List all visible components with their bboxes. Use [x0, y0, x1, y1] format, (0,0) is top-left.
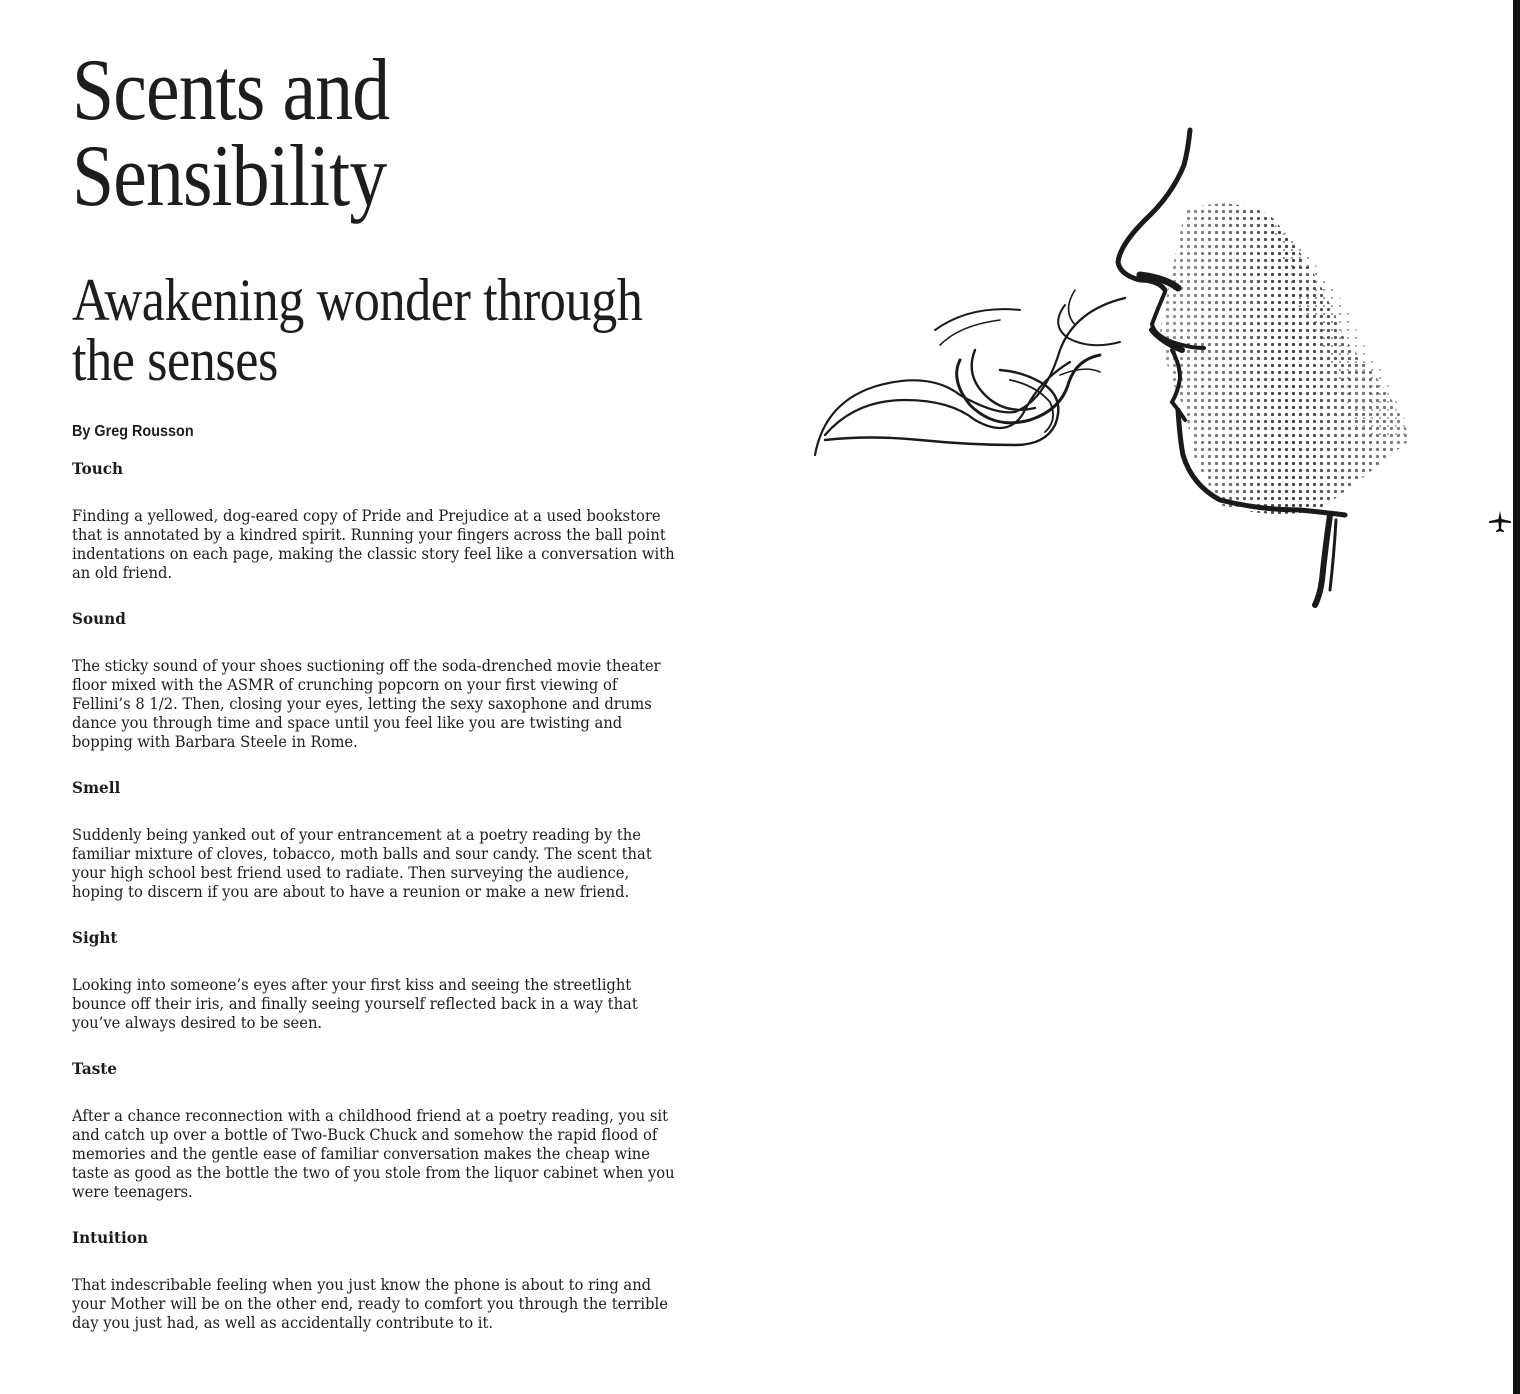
- article-subtitle: Awakening wonder through the senses: [72, 267, 643, 393]
- section-sight: [72, 928, 712, 1032]
- page-edge-bar: [1513, 0, 1520, 1394]
- section-body: Suddenly being yanked out of your entrancement at a poetry reading by the familiar mixture of cloves, tobacco, moth balls and sour candy. The scent that your high school best friend used to radiate. Then surveying the audience, hoping to discern if you are about to have a reunion or make a new friend.: [72, 825, 652, 901]
- section-heading: Taste: [72, 1059, 117, 1078]
- section-smell: [72, 778, 712, 901]
- section-heading: Sound: [72, 609, 126, 628]
- section-touch: [72, 459, 712, 582]
- section-heading: Touch: [72, 459, 124, 478]
- face-profile-inhaling-scent-illustration: [800, 110, 1440, 630]
- article-byline: By Greg Rousson: [72, 423, 194, 440]
- scent-swirls: [815, 290, 1125, 455]
- section-body: Looking into someone’s eyes after your first kiss and seeing the streetlight bounce off their iris, and finally seeing yourself reflected back in a way that you’ve always desired to be seen.: [72, 975, 638, 1032]
- article-title: Scents and Sensibility: [72, 42, 390, 225]
- section-body: After a chance reconnection with a childhood friend at a poetry reading, you sit and catch up over a bottle of Two-Buck Chuck and somehow the rapid flood of memories and the gentle ease of familiar conversation makes the cheap wine taste as good as the bottle the two of you stole from the liquor cabinet when you were teenagers.: [72, 1106, 675, 1201]
- article-sections: [72, 459, 712, 1332]
- section-taste: [72, 1059, 712, 1201]
- article: [72, 42, 712, 1332]
- section-body: The sticky sound of your shoes suctioning off the soda-drenched movie theater floor mixed with the ASMR of crunching popcorn on your first viewing of Fellini’s 8 1/2. Then, closing your eyes, letting the sexy saxophone and drums dance you through time and space until you feel like you are twisting and bopping with Barbara Steele in Rome.: [72, 656, 661, 751]
- section-body: Finding a yellowed, dog-eared copy of Pride and Prejudice at a used bookstore that is annotated by a kindred spirit. Running your fingers across the ball point indentations on each page, making the classic story feel like a conversation with an old friend.: [72, 506, 675, 582]
- plane-icon: [1486, 508, 1514, 536]
- face-shading: [1160, 200, 1420, 540]
- section-heading: Intuition: [72, 1228, 148, 1247]
- section-intuition: [72, 1228, 712, 1332]
- section-sound: [72, 609, 712, 751]
- section-heading: Sight: [72, 928, 118, 947]
- section-body: That indescribable feeling when you just know the phone is about to ring and your Mother will be on the other end, ready to comfort you through the terrible day you just had, as well as accidentally contribute to it.: [72, 1275, 668, 1332]
- section-heading: Smell: [72, 778, 121, 797]
